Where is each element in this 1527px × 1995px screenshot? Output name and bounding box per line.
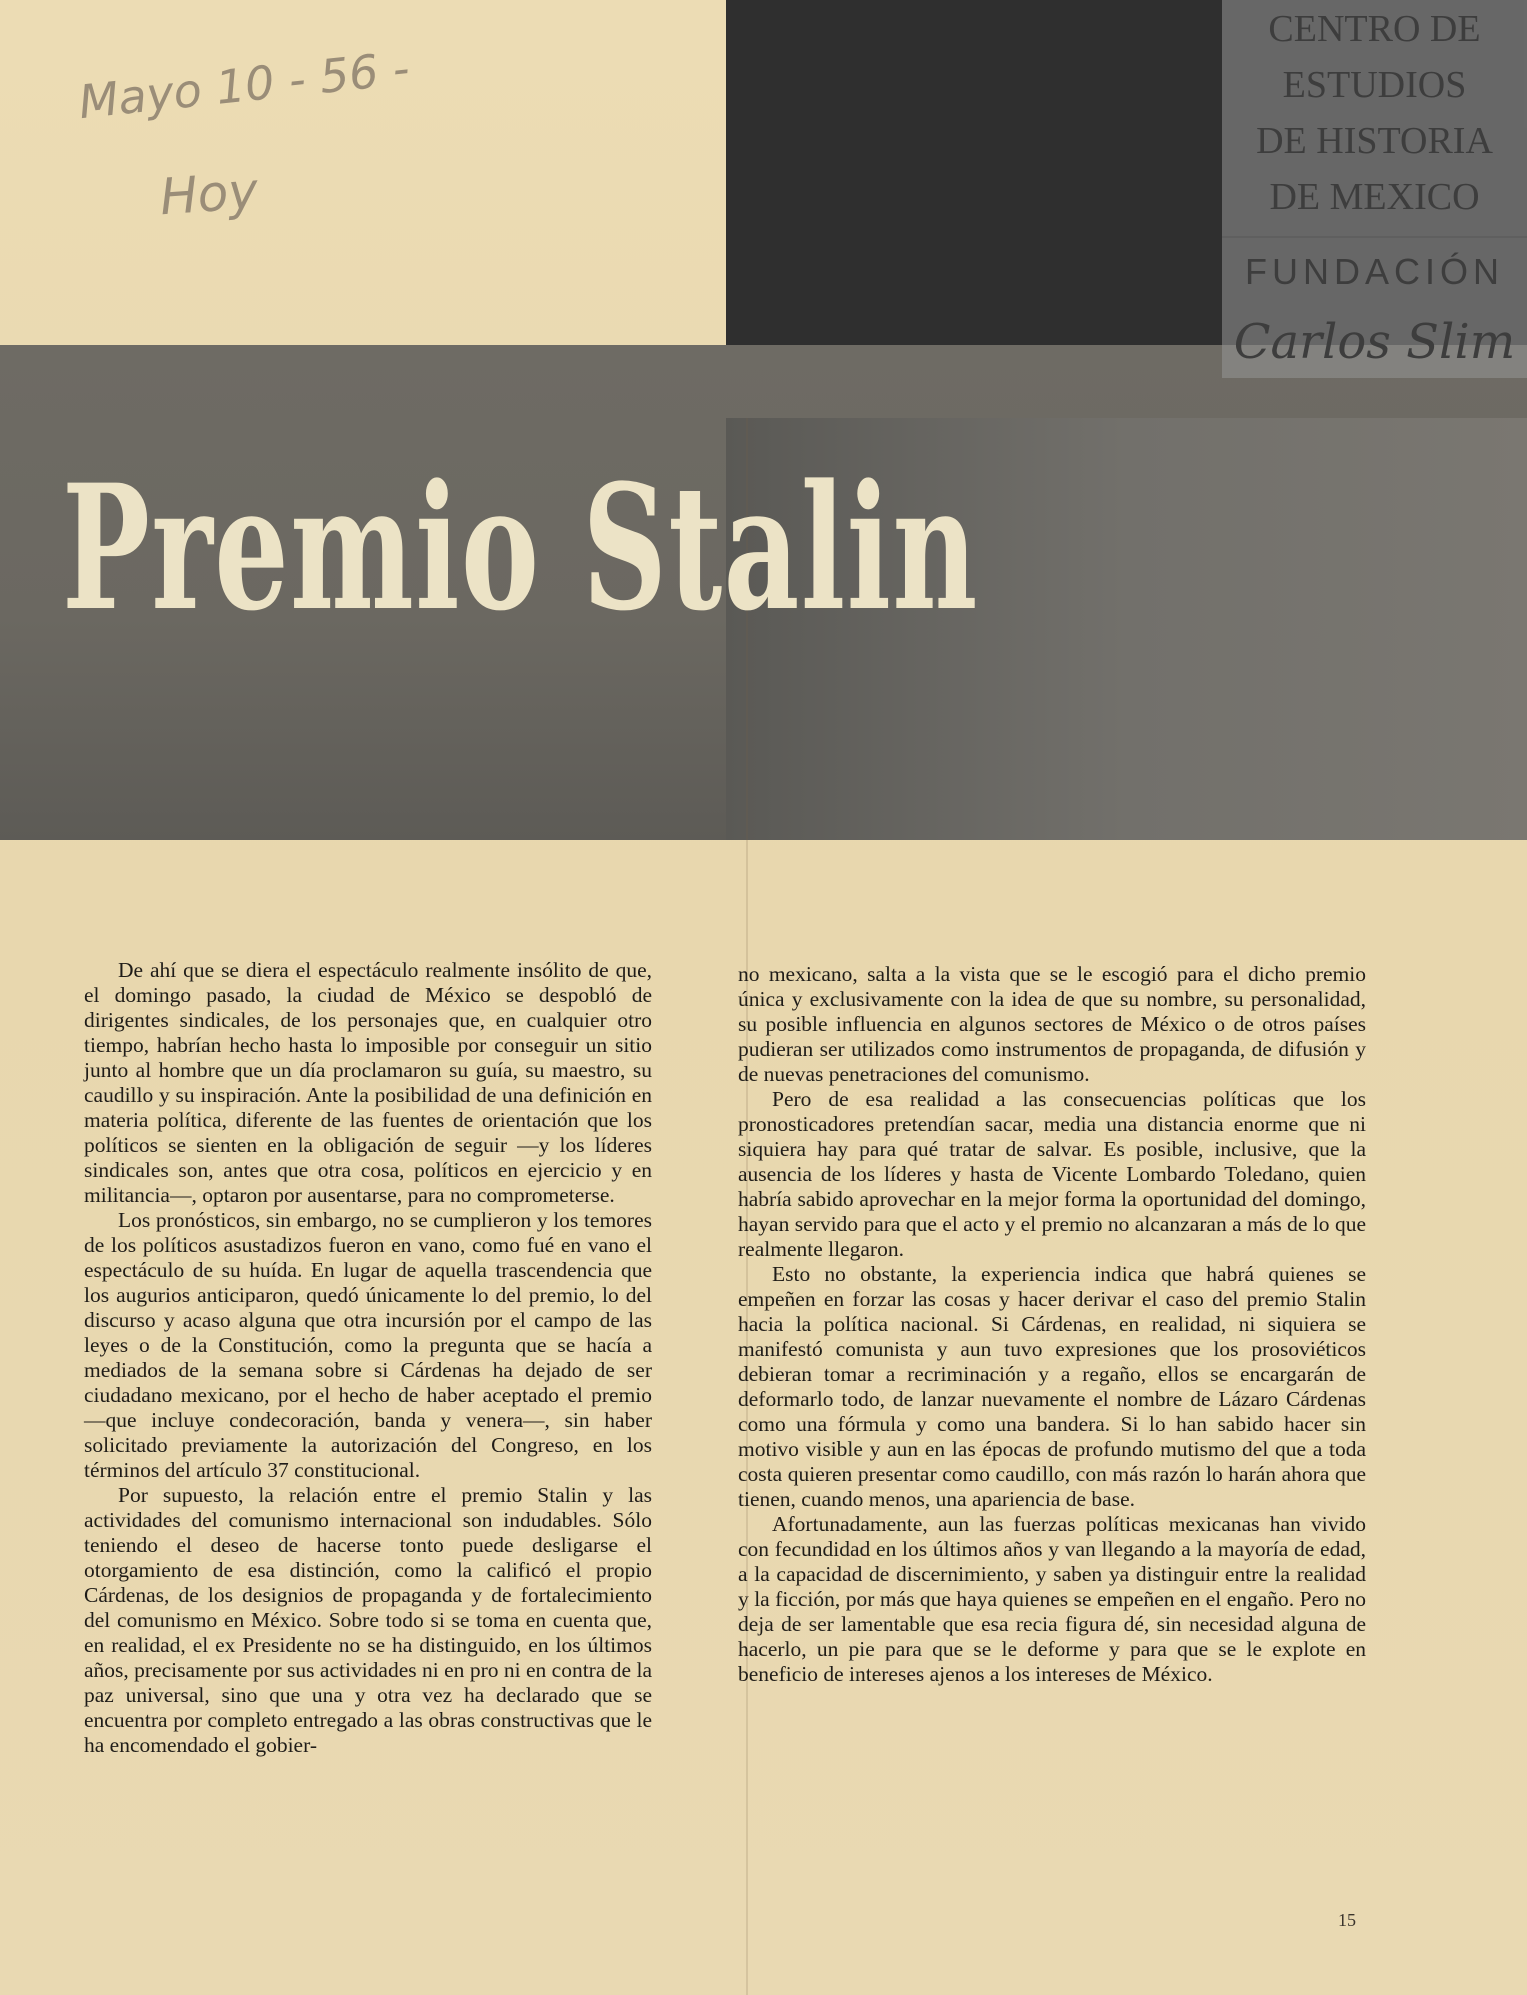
archive-watermark xyxy=(1222,0,1527,378)
watermark-signature: Carlos Slim xyxy=(1233,314,1516,370)
article-column-right xyxy=(738,962,1366,1687)
watermark-line-3: DE HISTORIA xyxy=(1256,120,1493,162)
paragraph: Esto no obstante, la experiencia indica que habrá quienes se empeñen en forzar las cosas y hacer derivar el caso del premio Stalin hacia la política nacional. Si Cárdenas, en realidad, ni siquiera se manifestó comunista y aun tuvo expresiones que los prosoviéticos debieran tomar a recriminación y a regaño, ellos se encargarán de deformarlo todo, de lanzar nuevamente el nombre de Lázaro Cárdenas como una fórmula y como una bandera. Si lo han sabido hacer sin motivo visible y aun en las épocas de profundo mutismo del que a toda costa quieren presentar como caudillo, con más razón lo harán ahora que tienen, cuando menos, una apariencia de base. xyxy=(738,1262,1366,1511)
article-column-left xyxy=(84,958,652,1758)
handwritten-date: Mayo 10 - 56 - xyxy=(76,40,412,130)
watermark-line-1: CENTRO DE xyxy=(1268,8,1481,50)
page-number: 15 xyxy=(1338,1910,1356,1930)
paragraph: Pero de esa realidad a las consecuencias políticas que los pronosticadores pretendían sacar, media una distancia enorme que ni siquiera hay para qué tratar de salvar. Es posible, inclusive, que la ausencia de los líderes y hasta de Vicente Lombardo Toledano, quien habría sabido aprovechar en la mejor forma la oportunidad del domingo, hayan servido para que el acto y el premio no alcanzaran a más de lo que realmente llegaron. xyxy=(738,1087,1366,1261)
watermark-line-4: DE MEXICO xyxy=(1269,176,1480,218)
paragraph: Afortunadamente, aun las fuerzas políticas mexicanas han vivido con fecundidad en los últimos años y van llegando a la mayoría de edad, a la capacidad de discernimiento, y saben ya distinguir entre la realidad y la ficción, por más que haya quienes se empeñen en el engaño. Pero no deja de ser lamentable que esa recia figura dé, sin necesidad alguna de hacerlo, un pie para que se le deforme y para que se le explote en beneficio de intereses ajenos a los intereses de México. xyxy=(738,1512,1366,1686)
paragraph: Por supuesto, la relación entre el premio Stalin y las actividades del comunismo internacional son indudables. Sólo teniendo el deseo de hacerse tonto puede desligarse el otorgamiento de esa distinción, como la calificó el propio Cárdenas, de los designios de propaganda y de fortalecimiento del comunismo en México. Sobre todo si se toma en cuenta que, en realidad, el ex Presidente no se ha distinguido, en los últimos años, precisamente por sus actividades ni en pro ni en contra de la paz universal, sino que una y otra vez ha declarado que se encuentra por completo entregado a las obras constructivas que le ha encomendado el gobier- xyxy=(84,1483,652,1757)
handwritten-source: Hoy xyxy=(158,161,260,227)
watermark-divider xyxy=(1222,236,1527,238)
paragraph: no mexicano, salta a la vista que se le escogió para el dicho premio única y exclusivamente con la idea de que su nombre, su personalidad, su posible influencia en algunos sectores de México o de otros países pudieran ser utilizados como instrumentos de propaganda, de difusión y de nuevas penetraciones del comunismo. xyxy=(738,962,1366,1086)
watermark-foundation: FUNDACIÓN xyxy=(1245,251,1504,292)
paragraph: Los pronósticos, sin embargo, no se cumplieron y los temores de los políticos asustadizos fueron en vano, como fué en vano el espectáculo de su huída. En lugar de aquella trascendencia que los augurios anticiparon, quedó únicamente lo del premio, lo del discurso y acaso alguna que otra incursión por el campo de las leyes o de la Constitución, como la pregunta que se hacía a mediados de la semana sobre si Cárdenas ha dejado de ser ciudadano mexicano, por el hecho de haber aceptado el premio —que incluye condecoración, banda y venera—, sin haber solicitado previamente la autorización del Congreso, en los términos del artículo 37 constitucional. xyxy=(84,1208,652,1482)
article-title: Premio Stalin xyxy=(62,446,979,649)
watermark-line-2: ESTUDIOS xyxy=(1282,64,1467,106)
paragraph: De ahí que se diera el espectáculo realmente insólito de que, el domingo pasado, la ciudad de México se despobló de dirigentes sindicales, de los personajes que, en cualquier otro tiempo, habrían hecho hasta lo imposible por conseguir un sitio junto al hombre que un día proclamaron su guía, su maestro, su caudillo y su inspiración. Ante la posibilidad de una definición en materia política, diferente de las fuentes de orientación que los políticos se sienten en la obligación de seguir —y los líderes sindicales son, antes que otra cosa, políticos en ejercicio y en militancia—, optaron por ausentarse, para no comprometerse. xyxy=(84,958,652,1207)
